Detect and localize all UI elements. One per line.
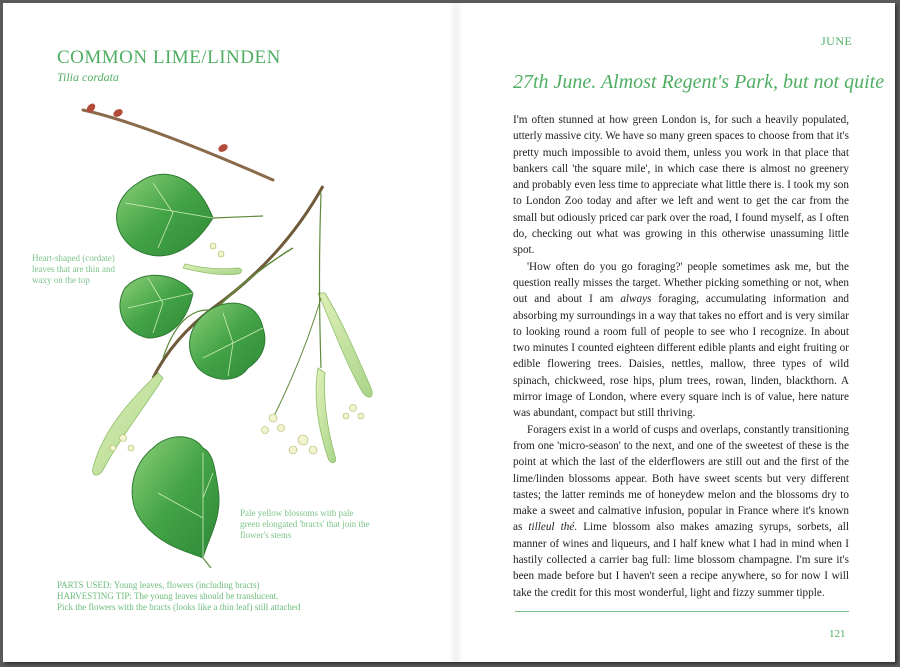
plant-name: COMMON LIME/LINDEN bbox=[57, 47, 281, 68]
footer-rule bbox=[515, 611, 849, 612]
page-number: 121 bbox=[829, 628, 846, 640]
annotation-leaf: Heart-shaped (cordate) leaves that are thin and waxy on the top bbox=[32, 253, 115, 285]
leaf-center bbox=[190, 303, 265, 379]
paragraph-3-emphasis: tilleul thé bbox=[528, 521, 575, 534]
book-gutter bbox=[449, 3, 463, 662]
leaf-top bbox=[117, 174, 263, 256]
entry-body bbox=[513, 112, 849, 601]
paragraph-3-text-a: Foragers exist in a world of cusps and overlaps, constantly transitioning from one 'micro-season' to the next, and one of the sweetest of these is the point at which the last of the elderflowers are still out and the first of the lime/linden blossoms appear. Both have sweet scents but very different tastes; the latter reminds me of honeydew melon and the blossoms dry to make a sweet and calmative infusion, popular in France where it's known as bbox=[513, 423, 849, 534]
paragraph-2-emphasis: always bbox=[620, 293, 652, 306]
paragraph-2-text-b: foraging, accumulating information and absorbing my surroundings in a way that takes no effort and is very similar to looking round a room full of people to see who I recognize. In about two minutes I counted eighteen different edible plants and eight fruiting or edible flowering trees. Daisies, nettles, mallow, three types of wild spinach, chickweed, rose hips, plum trees, rowan, linden, blackthorn. A mirror image of London, where every square inch is of value, here nature was abundant, compact but still thriving. bbox=[513, 293, 850, 420]
annotation-blossom: Pale yellow blossoms with pale green elongated 'bracts' that join the flower's stems bbox=[240, 508, 370, 540]
paragraph-2 bbox=[513, 259, 849, 422]
linden-illustration bbox=[63, 98, 393, 568]
parts-used: PARTS USED: Young leaves, flowers (including bracts) bbox=[57, 580, 260, 590]
entry-title: 27th June. Almost Regent's Park, but not quite bbox=[513, 71, 885, 93]
paragraph-3 bbox=[513, 422, 849, 601]
running-head: JUNE bbox=[821, 34, 853, 48]
leaf-bottom bbox=[132, 437, 219, 568]
budding-twig bbox=[83, 102, 273, 180]
book-spread bbox=[3, 3, 895, 662]
harvesting-tip-line-2: Pick the flowers with the bracts (looks like a thin leaf) still attached bbox=[57, 602, 301, 612]
harvesting-tip-line-1: HARVESTING TIP: The young leaves should be translucent. bbox=[57, 591, 279, 601]
latin-name: Tilia cordata bbox=[57, 70, 119, 84]
paragraph-1: I'm often stunned at how green London is, for such a heavily populated, utterly massive city. We have so many green spaces to choose from that it's pretty much impossible to avoid them, unless you work in that place that bankers call 'the square mile', in which case there is almost no greenery and probably even less time to appreciate what little there is. I took my son to London Zoo today and after we left and went to get the car from the small but odiously priced car park over the road, I found myself, as I often do, checking out what was growing in this otherwise unassuming little spot. bbox=[513, 114, 849, 257]
plant-notes bbox=[57, 580, 317, 613]
leaf-middle-left bbox=[120, 275, 193, 338]
paragraph-2-text-a: 'How often do you go foraging?' people sometimes ask me, but the question really misses the target. Whether picking something or not, when out and about I am bbox=[513, 260, 849, 306]
paragraph-3-text-b: . Lime blossom also makes amazing syrups, sorbets, all manner of wines and liqueurs, and I half knew what I had in mind when I hastily collected a carrier bag full: lime blossom champagne. I'm sure it's been made before but I haven't seen a recipe anywhere, so for now I will take the credit for this most wonderful, light and fizzy summer tipple. bbox=[513, 521, 849, 599]
